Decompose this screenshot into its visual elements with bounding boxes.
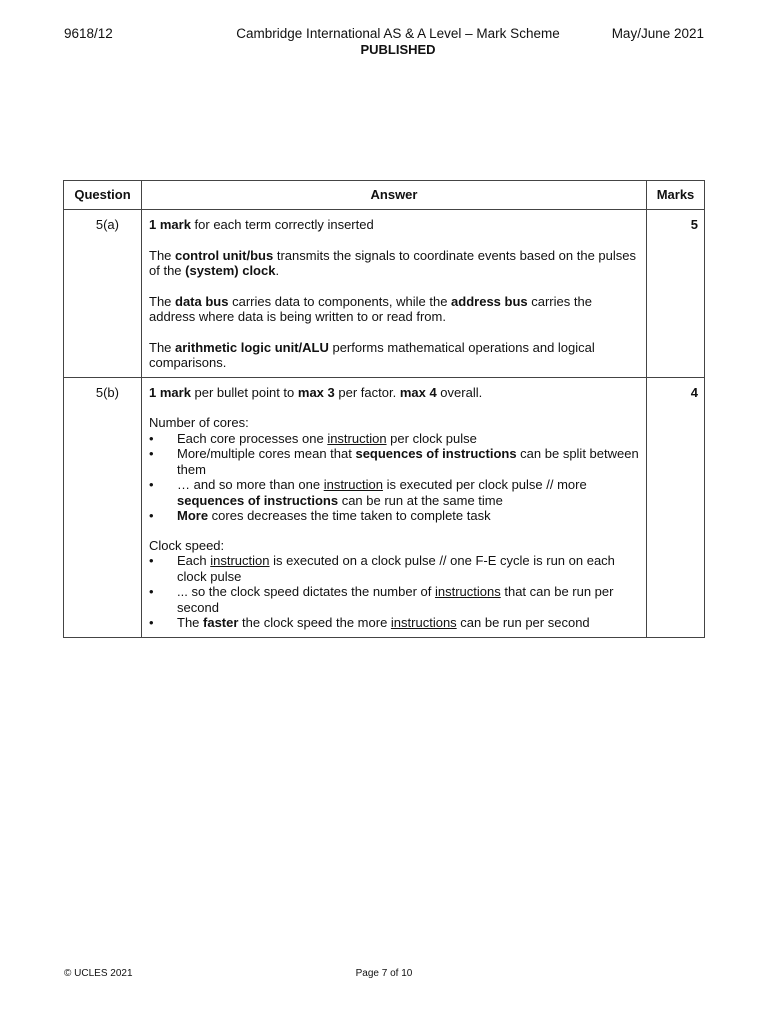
copyright: © UCLES 2021: [64, 968, 133, 979]
table-continuation-row: [64, 637, 705, 638]
answer-paragraph: The arithmetic logic unit/ALU performs mathematical operations and logical comparisons.: [149, 339, 595, 370]
answer-cell: [142, 377, 647, 637]
table-cell-empty: [142, 637, 647, 638]
answer-cell: [142, 210, 647, 378]
bullet-list: [149, 553, 640, 631]
title-text: Cambridge International AS & A Level – Mark Scheme: [236, 26, 560, 41]
bullet-point: • Each instruction is executed on a clock pulse // one F-E cycle is run on each clock pulse: [149, 553, 615, 584]
column-header-marks: Marks: [647, 181, 705, 210]
bullet-point: • Each core processes one instruction per clock pulse: [149, 430, 477, 446]
bullet-list: [149, 431, 640, 524]
bullet-point: • … and so more than one instruction is executed per clock pulse // more sequences of instructions can be run at the same time: [149, 477, 587, 508]
bullet-point: • ... so the clock speed dictates the number of instructions that can be run per second: [149, 584, 614, 615]
question-number: 5(b): [64, 377, 142, 637]
exam-session: May/June 2021: [611, 26, 704, 41]
answer-paragraph: The control unit/bus transmits the signals to coordinate events based on the pulses of the (system) clock.: [149, 247, 637, 278]
bullet-point: • The faster the clock speed the more instructions can be run per second: [149, 615, 590, 630]
table-cell-empty: [647, 637, 705, 638]
answer-paragraph: The data bus carries data to components, while the address bus carries the address where data is being written to or read from.: [149, 293, 592, 324]
factor-group-cores: [149, 415, 640, 524]
factor-heading: Number of cores:: [149, 415, 249, 430]
factor-group-clock-speed: [149, 538, 640, 631]
mark-allocation: 1 mark for each term correctly inserted: [149, 217, 374, 232]
table-cell-empty: [64, 637, 142, 638]
paper-code: 9618/12: [64, 26, 113, 41]
column-header-answer: Answer: [142, 181, 647, 210]
factor-heading: Clock speed:: [149, 537, 225, 553]
mark-scheme-table: [63, 180, 705, 638]
table-row: [64, 210, 705, 378]
column-header-question: Question: [64, 181, 142, 210]
bullet-point: • More/multiple cores mean that sequences of instructions can be split between them: [149, 446, 639, 477]
bullet-point: • More cores decreases the time taken to complete task: [149, 508, 491, 523]
question-number: 5(a): [64, 210, 142, 378]
page-number: Page 7 of 10: [355, 968, 413, 979]
table-header-row: [64, 181, 705, 210]
published-label: PUBLISHED: [360, 42, 436, 57]
marks-value: 4: [647, 377, 705, 637]
table-row: [64, 377, 705, 637]
marks-value: 5: [647, 210, 705, 378]
mark-allocation: 1 mark per bullet point to max 3 per factor. max 4 overall.: [149, 384, 483, 400]
